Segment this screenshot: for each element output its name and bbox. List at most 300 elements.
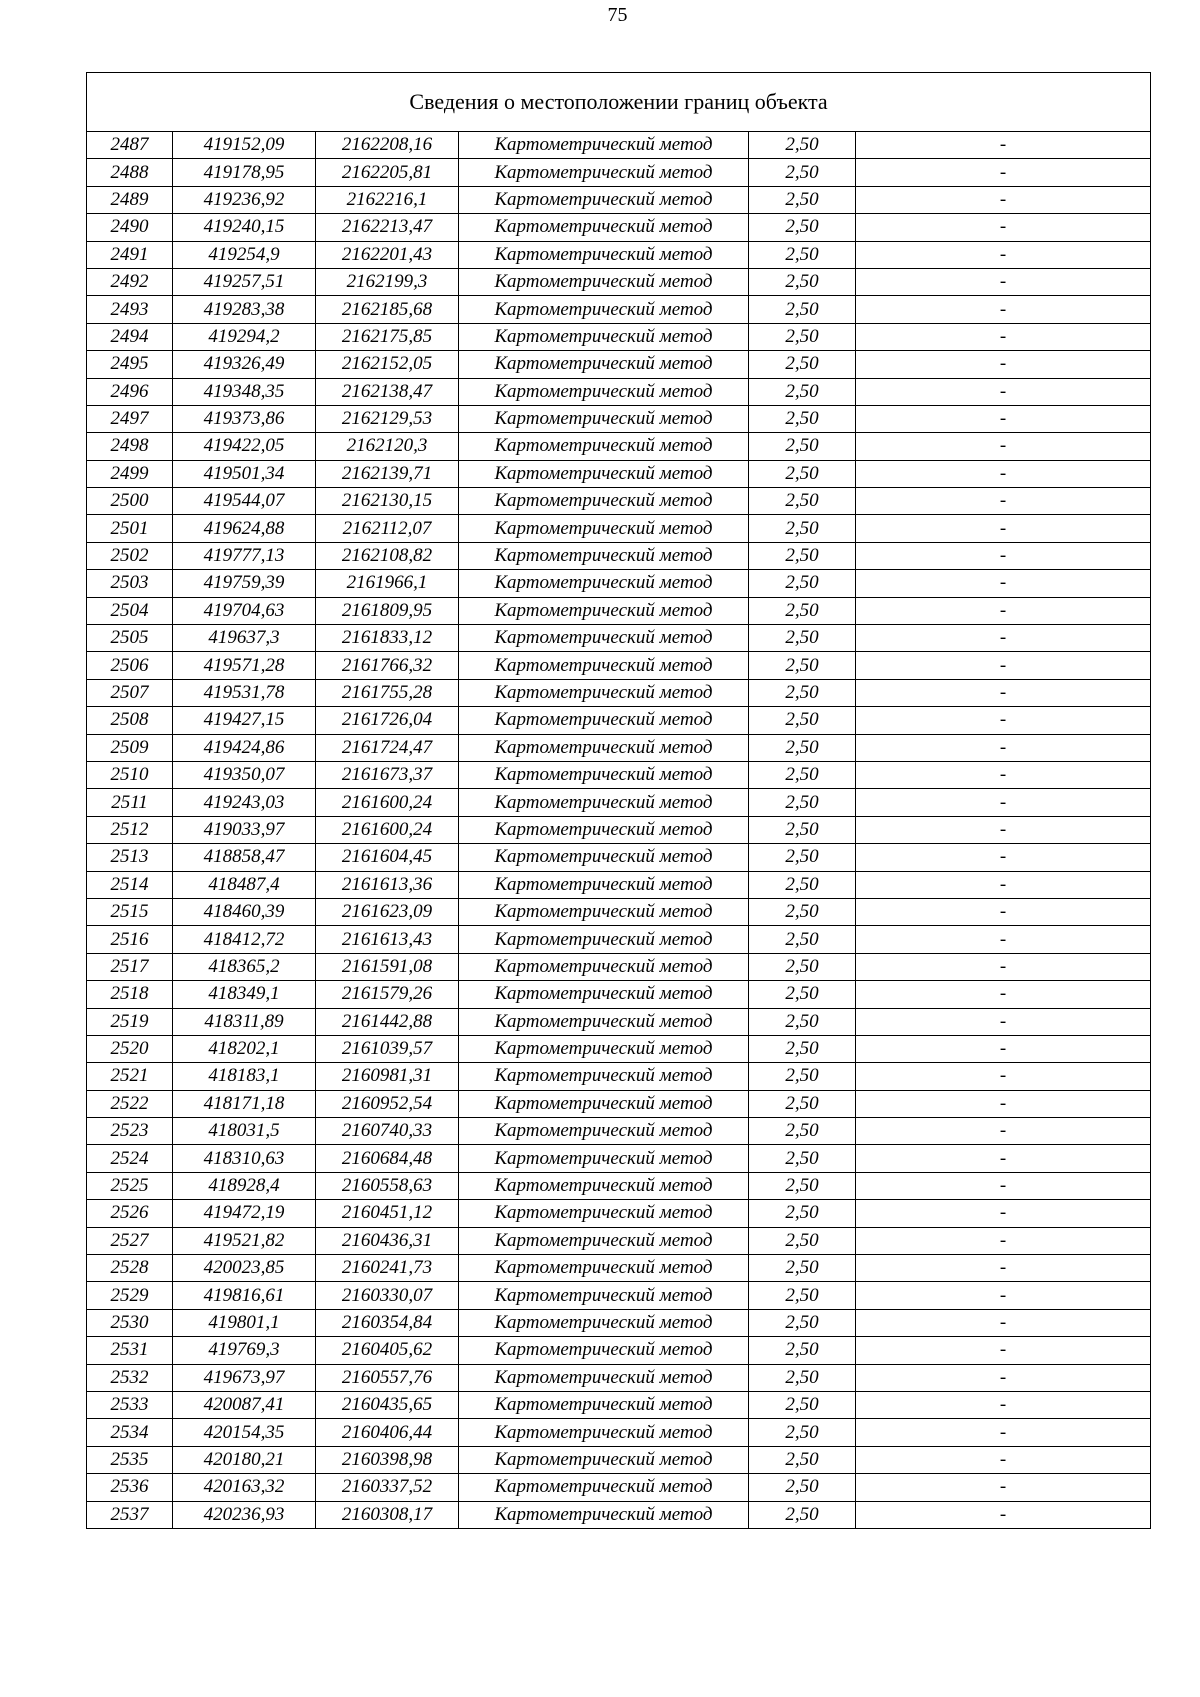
x-coordinate-cell: 419531,78 — [173, 679, 316, 706]
accuracy-cell: 2,50 — [749, 734, 856, 761]
y-coordinate-cell: 2162129,53 — [316, 405, 459, 432]
point-number-cell: 2493 — [87, 296, 173, 323]
accuracy-cell: 2,50 — [749, 844, 856, 871]
x-coordinate-cell: 418858,47 — [173, 844, 316, 871]
y-coordinate-cell: 2162213,47 — [316, 214, 459, 241]
x-coordinate-cell: 419759,39 — [173, 570, 316, 597]
x-coordinate-cell: 419240,15 — [173, 214, 316, 241]
method-cell: Картометрический метод — [459, 1337, 749, 1364]
point-number-cell: 2527 — [87, 1227, 173, 1254]
description-cell: - — [856, 1118, 1151, 1145]
accuracy-cell: 2,50 — [749, 570, 856, 597]
accuracy-cell: 2,50 — [749, 1008, 856, 1035]
description-cell: - — [856, 460, 1151, 487]
table-row — [87, 433, 1151, 460]
description-cell: - — [856, 844, 1151, 871]
y-coordinate-cell: 2162208,16 — [316, 132, 459, 159]
description-cell: - — [856, 1090, 1151, 1117]
description-cell: - — [856, 1474, 1151, 1501]
accuracy-cell: 2,50 — [749, 515, 856, 542]
description-cell: - — [856, 351, 1151, 378]
point-number-cell: 2518 — [87, 981, 173, 1008]
accuracy-cell: 2,50 — [749, 1446, 856, 1473]
point-number-cell: 2511 — [87, 789, 173, 816]
y-coordinate-cell: 2162139,71 — [316, 460, 459, 487]
x-coordinate-cell: 419350,07 — [173, 761, 316, 788]
y-coordinate-cell: 2162120,3 — [316, 433, 459, 460]
y-coordinate-cell: 2160406,44 — [316, 1419, 459, 1446]
method-cell: Картометрический метод — [459, 296, 749, 323]
point-number-cell: 2505 — [87, 625, 173, 652]
x-coordinate-cell: 418487,4 — [173, 871, 316, 898]
x-coordinate-cell: 419769,3 — [173, 1337, 316, 1364]
method-cell: Картометрический метод — [459, 926, 749, 953]
method-cell: Картометрический метод — [459, 652, 749, 679]
table-row — [87, 132, 1151, 159]
y-coordinate-cell: 2160558,63 — [316, 1172, 459, 1199]
x-coordinate-cell: 419422,05 — [173, 433, 316, 460]
description-cell: - — [856, 1227, 1151, 1254]
x-coordinate-cell: 418365,2 — [173, 953, 316, 980]
y-coordinate-cell: 2162205,81 — [316, 159, 459, 186]
description-cell: - — [856, 953, 1151, 980]
point-number-cell: 2534 — [87, 1419, 173, 1446]
method-cell: Картометрический метод — [459, 351, 749, 378]
accuracy-cell: 2,50 — [749, 1337, 856, 1364]
description-cell: - — [856, 1172, 1151, 1199]
table-row — [87, 871, 1151, 898]
table-row — [87, 926, 1151, 953]
description-cell: - — [856, 652, 1151, 679]
point-number-cell: 2525 — [87, 1172, 173, 1199]
method-cell: Картометрический метод — [459, 1501, 749, 1528]
accuracy-cell: 2,50 — [749, 625, 856, 652]
x-coordinate-cell: 419283,38 — [173, 296, 316, 323]
table-row — [87, 159, 1151, 186]
y-coordinate-cell: 2160435,65 — [316, 1391, 459, 1418]
x-coordinate-cell: 419704,63 — [173, 597, 316, 624]
table-row — [87, 1145, 1151, 1172]
description-cell: - — [856, 1008, 1151, 1035]
point-number-cell: 2514 — [87, 871, 173, 898]
accuracy-cell: 2,50 — [749, 1364, 856, 1391]
x-coordinate-cell: 420180,21 — [173, 1446, 316, 1473]
method-cell: Картометрический метод — [459, 734, 749, 761]
accuracy-cell: 2,50 — [749, 323, 856, 350]
x-coordinate-cell: 419801,1 — [173, 1309, 316, 1336]
point-number-cell: 2523 — [87, 1118, 173, 1145]
method-cell: Картометрический метод — [459, 323, 749, 350]
point-number-cell: 2502 — [87, 542, 173, 569]
x-coordinate-cell: 418349,1 — [173, 981, 316, 1008]
y-coordinate-cell: 2160398,98 — [316, 1446, 459, 1473]
table-title: Сведения о местоположении границ объекта — [87, 73, 1151, 132]
y-coordinate-cell: 2160354,84 — [316, 1309, 459, 1336]
method-cell: Картометрический метод — [459, 1364, 749, 1391]
accuracy-cell: 2,50 — [749, 378, 856, 405]
description-cell: - — [856, 159, 1151, 186]
y-coordinate-cell: 2161600,24 — [316, 816, 459, 843]
y-coordinate-cell: 2162175,85 — [316, 323, 459, 350]
accuracy-cell: 2,50 — [749, 1090, 856, 1117]
description-cell: - — [856, 871, 1151, 898]
table-row — [87, 460, 1151, 487]
point-number-cell: 2528 — [87, 1255, 173, 1282]
description-cell: - — [856, 1364, 1151, 1391]
table-row — [87, 953, 1151, 980]
point-number-cell: 2492 — [87, 268, 173, 295]
point-number-cell: 2531 — [87, 1337, 173, 1364]
table-row — [87, 898, 1151, 925]
accuracy-cell: 2,50 — [749, 542, 856, 569]
y-coordinate-cell: 2162216,1 — [316, 186, 459, 213]
method-cell: Картометрический метод — [459, 844, 749, 871]
accuracy-cell: 2,50 — [749, 1063, 856, 1090]
point-number-cell: 2496 — [87, 378, 173, 405]
description-cell: - — [856, 132, 1151, 159]
table-row — [87, 1419, 1151, 1446]
accuracy-cell: 2,50 — [749, 1474, 856, 1501]
y-coordinate-cell: 2161966,1 — [316, 570, 459, 597]
x-coordinate-cell: 420154,35 — [173, 1419, 316, 1446]
x-coordinate-cell: 418031,5 — [173, 1118, 316, 1145]
y-coordinate-cell: 2161673,37 — [316, 761, 459, 788]
point-number-cell: 2500 — [87, 488, 173, 515]
accuracy-cell: 2,50 — [749, 186, 856, 213]
x-coordinate-cell: 419294,2 — [173, 323, 316, 350]
table-row — [87, 981, 1151, 1008]
description-cell: - — [856, 186, 1151, 213]
table-row — [87, 1391, 1151, 1418]
description-cell: - — [856, 1391, 1151, 1418]
table-row — [87, 296, 1151, 323]
point-number-cell: 2498 — [87, 433, 173, 460]
description-cell: - — [856, 241, 1151, 268]
table-row — [87, 1255, 1151, 1282]
description-cell: - — [856, 323, 1151, 350]
accuracy-cell: 2,50 — [749, 981, 856, 1008]
description-cell: - — [856, 1419, 1151, 1446]
y-coordinate-cell: 2161604,45 — [316, 844, 459, 871]
x-coordinate-cell: 418412,72 — [173, 926, 316, 953]
y-coordinate-cell: 2160241,73 — [316, 1255, 459, 1282]
y-coordinate-cell: 2161809,95 — [316, 597, 459, 624]
table-row — [87, 1309, 1151, 1336]
point-number-cell: 2509 — [87, 734, 173, 761]
y-coordinate-cell: 2162112,07 — [316, 515, 459, 542]
method-cell: Картометрический метод — [459, 625, 749, 652]
table-row — [87, 1282, 1151, 1309]
y-coordinate-cell: 2161613,36 — [316, 871, 459, 898]
x-coordinate-cell: 419472,19 — [173, 1200, 316, 1227]
page-number: 75 — [607, 4, 628, 26]
y-coordinate-cell: 2161833,12 — [316, 625, 459, 652]
method-cell: Картометрический метод — [459, 816, 749, 843]
method-cell: Картометрический метод — [459, 1282, 749, 1309]
method-cell: Картометрический метод — [459, 761, 749, 788]
accuracy-cell: 2,50 — [749, 1035, 856, 1062]
method-cell: Картометрический метод — [459, 898, 749, 925]
accuracy-cell: 2,50 — [749, 816, 856, 843]
method-cell: Картометрический метод — [459, 488, 749, 515]
description-cell: - — [856, 542, 1151, 569]
table-row — [87, 241, 1151, 268]
point-number-cell: 2508 — [87, 707, 173, 734]
y-coordinate-cell: 2161579,26 — [316, 981, 459, 1008]
accuracy-cell: 2,50 — [749, 488, 856, 515]
y-coordinate-cell: 2162108,82 — [316, 542, 459, 569]
method-cell: Картометрический метод — [459, 981, 749, 1008]
y-coordinate-cell: 2160451,12 — [316, 1200, 459, 1227]
y-coordinate-cell: 2160405,62 — [316, 1337, 459, 1364]
y-coordinate-cell: 2160330,07 — [316, 1282, 459, 1309]
method-cell: Картометрический метод — [459, 542, 749, 569]
method-cell: Картометрический метод — [459, 1227, 749, 1254]
table-row — [87, 1227, 1151, 1254]
description-cell: - — [856, 679, 1151, 706]
x-coordinate-cell: 419178,95 — [173, 159, 316, 186]
y-coordinate-cell: 2161613,43 — [316, 926, 459, 953]
point-number-cell: 2517 — [87, 953, 173, 980]
table-row — [87, 844, 1151, 871]
description-cell: - — [856, 570, 1151, 597]
accuracy-cell: 2,50 — [749, 1255, 856, 1282]
method-cell: Картометрический метод — [459, 132, 749, 159]
accuracy-cell: 2,50 — [749, 433, 856, 460]
point-number-cell: 2488 — [87, 159, 173, 186]
accuracy-cell: 2,50 — [749, 652, 856, 679]
method-cell: Картометрический метод — [459, 1008, 749, 1035]
point-number-cell: 2507 — [87, 679, 173, 706]
point-number-cell: 2530 — [87, 1309, 173, 1336]
x-coordinate-cell: 420023,85 — [173, 1255, 316, 1282]
x-coordinate-cell: 419326,49 — [173, 351, 316, 378]
x-coordinate-cell: 419673,97 — [173, 1364, 316, 1391]
description-cell: - — [856, 1145, 1151, 1172]
description-cell: - — [856, 378, 1151, 405]
method-cell: Картометрический метод — [459, 378, 749, 405]
method-cell: Картометрический метод — [459, 1200, 749, 1227]
method-cell: Картометрический метод — [459, 953, 749, 980]
accuracy-cell: 2,50 — [749, 953, 856, 980]
x-coordinate-cell: 419348,35 — [173, 378, 316, 405]
point-number-cell: 2495 — [87, 351, 173, 378]
x-coordinate-cell: 420087,41 — [173, 1391, 316, 1418]
y-coordinate-cell: 2160740,33 — [316, 1118, 459, 1145]
x-coordinate-cell: 419254,9 — [173, 241, 316, 268]
x-coordinate-cell: 418460,39 — [173, 898, 316, 925]
description-cell: - — [856, 296, 1151, 323]
description-cell: - — [856, 1035, 1151, 1062]
table-row — [87, 542, 1151, 569]
y-coordinate-cell: 2162201,43 — [316, 241, 459, 268]
description-cell: - — [856, 405, 1151, 432]
method-cell: Картометрический метод — [459, 1255, 749, 1282]
description-cell: - — [856, 515, 1151, 542]
description-cell: - — [856, 761, 1151, 788]
point-number-cell: 2535 — [87, 1446, 173, 1473]
accuracy-cell: 2,50 — [749, 1282, 856, 1309]
point-number-cell: 2506 — [87, 652, 173, 679]
accuracy-cell: 2,50 — [749, 1391, 856, 1418]
table-row — [87, 761, 1151, 788]
table-row — [87, 1501, 1151, 1528]
table-row — [87, 488, 1151, 515]
method-cell: Картометрический метод — [459, 1145, 749, 1172]
point-number-cell: 2532 — [87, 1364, 173, 1391]
accuracy-cell: 2,50 — [749, 707, 856, 734]
x-coordinate-cell: 419521,82 — [173, 1227, 316, 1254]
accuracy-cell: 2,50 — [749, 789, 856, 816]
x-coordinate-cell: 418310,63 — [173, 1145, 316, 1172]
y-coordinate-cell: 2160981,31 — [316, 1063, 459, 1090]
table-row — [87, 351, 1151, 378]
y-coordinate-cell: 2162185,68 — [316, 296, 459, 323]
description-cell: - — [856, 433, 1151, 460]
description-cell: - — [856, 789, 1151, 816]
x-coordinate-cell: 419152,09 — [173, 132, 316, 159]
description-cell: - — [856, 625, 1151, 652]
accuracy-cell: 2,50 — [749, 1501, 856, 1528]
accuracy-cell: 2,50 — [749, 1145, 856, 1172]
point-number-cell: 2501 — [87, 515, 173, 542]
point-number-cell: 2522 — [87, 1090, 173, 1117]
accuracy-cell: 2,50 — [749, 1419, 856, 1446]
table-row — [87, 515, 1151, 542]
x-coordinate-cell: 419033,97 — [173, 816, 316, 843]
accuracy-cell: 2,50 — [749, 679, 856, 706]
point-number-cell: 2537 — [87, 1501, 173, 1528]
description-cell: - — [856, 1446, 1151, 1473]
table-row — [87, 1172, 1151, 1199]
table-row — [87, 378, 1151, 405]
point-number-cell: 2512 — [87, 816, 173, 843]
table-row — [87, 816, 1151, 843]
accuracy-cell: 2,50 — [749, 761, 856, 788]
boundary-coordinates-table — [86, 72, 1151, 1529]
point-number-cell: 2516 — [87, 926, 173, 953]
method-cell: Картометрический метод — [459, 433, 749, 460]
method-cell: Картометрический метод — [459, 186, 749, 213]
accuracy-cell: 2,50 — [749, 132, 856, 159]
x-coordinate-cell: 418311,89 — [173, 1008, 316, 1035]
accuracy-cell: 2,50 — [749, 214, 856, 241]
method-cell: Картометрический метод — [459, 268, 749, 295]
y-coordinate-cell: 2160557,76 — [316, 1364, 459, 1391]
method-cell: Картометрический метод — [459, 597, 749, 624]
y-coordinate-cell: 2161591,08 — [316, 953, 459, 980]
x-coordinate-cell: 418183,1 — [173, 1063, 316, 1090]
table-row — [87, 597, 1151, 624]
description-cell: - — [856, 597, 1151, 624]
accuracy-cell: 2,50 — [749, 351, 856, 378]
accuracy-cell: 2,50 — [749, 159, 856, 186]
table-row — [87, 186, 1151, 213]
point-number-cell: 2503 — [87, 570, 173, 597]
x-coordinate-cell: 419424,86 — [173, 734, 316, 761]
y-coordinate-cell: 2160952,54 — [316, 1090, 459, 1117]
point-number-cell: 2529 — [87, 1282, 173, 1309]
method-cell: Картометрический метод — [459, 1090, 749, 1117]
table-row — [87, 1035, 1151, 1062]
x-coordinate-cell: 418202,1 — [173, 1035, 316, 1062]
y-coordinate-cell: 2161600,24 — [316, 789, 459, 816]
description-cell: - — [856, 898, 1151, 925]
x-coordinate-cell: 420236,93 — [173, 1501, 316, 1528]
table-row — [87, 734, 1151, 761]
table-row — [87, 268, 1151, 295]
y-coordinate-cell: 2161726,04 — [316, 707, 459, 734]
method-cell: Картометрический метод — [459, 789, 749, 816]
accuracy-cell: 2,50 — [749, 871, 856, 898]
point-number-cell: 2524 — [87, 1145, 173, 1172]
method-cell: Картометрический метод — [459, 1035, 749, 1062]
x-coordinate-cell: 419624,88 — [173, 515, 316, 542]
accuracy-cell: 2,50 — [749, 597, 856, 624]
point-number-cell: 2494 — [87, 323, 173, 350]
table-row — [87, 707, 1151, 734]
method-cell: Картометрический метод — [459, 405, 749, 432]
table-row — [87, 1200, 1151, 1227]
description-cell: - — [856, 1309, 1151, 1336]
method-cell: Картометрический метод — [459, 1474, 749, 1501]
table-row — [87, 570, 1151, 597]
table-row — [87, 1118, 1151, 1145]
accuracy-cell: 2,50 — [749, 405, 856, 432]
point-number-cell: 2510 — [87, 761, 173, 788]
x-coordinate-cell: 419637,3 — [173, 625, 316, 652]
x-coordinate-cell: 419373,86 — [173, 405, 316, 432]
accuracy-cell: 2,50 — [749, 241, 856, 268]
method-cell: Картометрический метод — [459, 241, 749, 268]
description-cell: - — [856, 1200, 1151, 1227]
description-cell: - — [856, 981, 1151, 1008]
accuracy-cell: 2,50 — [749, 1172, 856, 1199]
y-coordinate-cell: 2161442,88 — [316, 1008, 459, 1035]
x-coordinate-cell: 419501,34 — [173, 460, 316, 487]
accuracy-cell: 2,50 — [749, 1309, 856, 1336]
description-cell: - — [856, 1337, 1151, 1364]
description-cell: - — [856, 816, 1151, 843]
description-cell: - — [856, 707, 1151, 734]
description-cell: - — [856, 488, 1151, 515]
table-row — [87, 679, 1151, 706]
point-number-cell: 2497 — [87, 405, 173, 432]
y-coordinate-cell: 2161755,28 — [316, 679, 459, 706]
accuracy-cell: 2,50 — [749, 1200, 856, 1227]
description-cell: - — [856, 1501, 1151, 1528]
method-cell: Картометрический метод — [459, 679, 749, 706]
table-row — [87, 1008, 1151, 1035]
description-cell: - — [856, 734, 1151, 761]
x-coordinate-cell: 419236,92 — [173, 186, 316, 213]
x-coordinate-cell: 419777,13 — [173, 542, 316, 569]
y-coordinate-cell: 2162152,05 — [316, 351, 459, 378]
point-number-cell: 2526 — [87, 1200, 173, 1227]
point-number-cell: 2490 — [87, 214, 173, 241]
point-number-cell: 2519 — [87, 1008, 173, 1035]
description-cell: - — [856, 1282, 1151, 1309]
table-row — [87, 1474, 1151, 1501]
accuracy-cell: 2,50 — [749, 296, 856, 323]
table-row — [87, 405, 1151, 432]
x-coordinate-cell: 419427,15 — [173, 707, 316, 734]
table-row — [87, 1446, 1151, 1473]
accuracy-cell: 2,50 — [749, 460, 856, 487]
y-coordinate-cell: 2160684,48 — [316, 1145, 459, 1172]
table-title-row — [87, 73, 1151, 132]
y-coordinate-cell: 2161039,57 — [316, 1035, 459, 1062]
